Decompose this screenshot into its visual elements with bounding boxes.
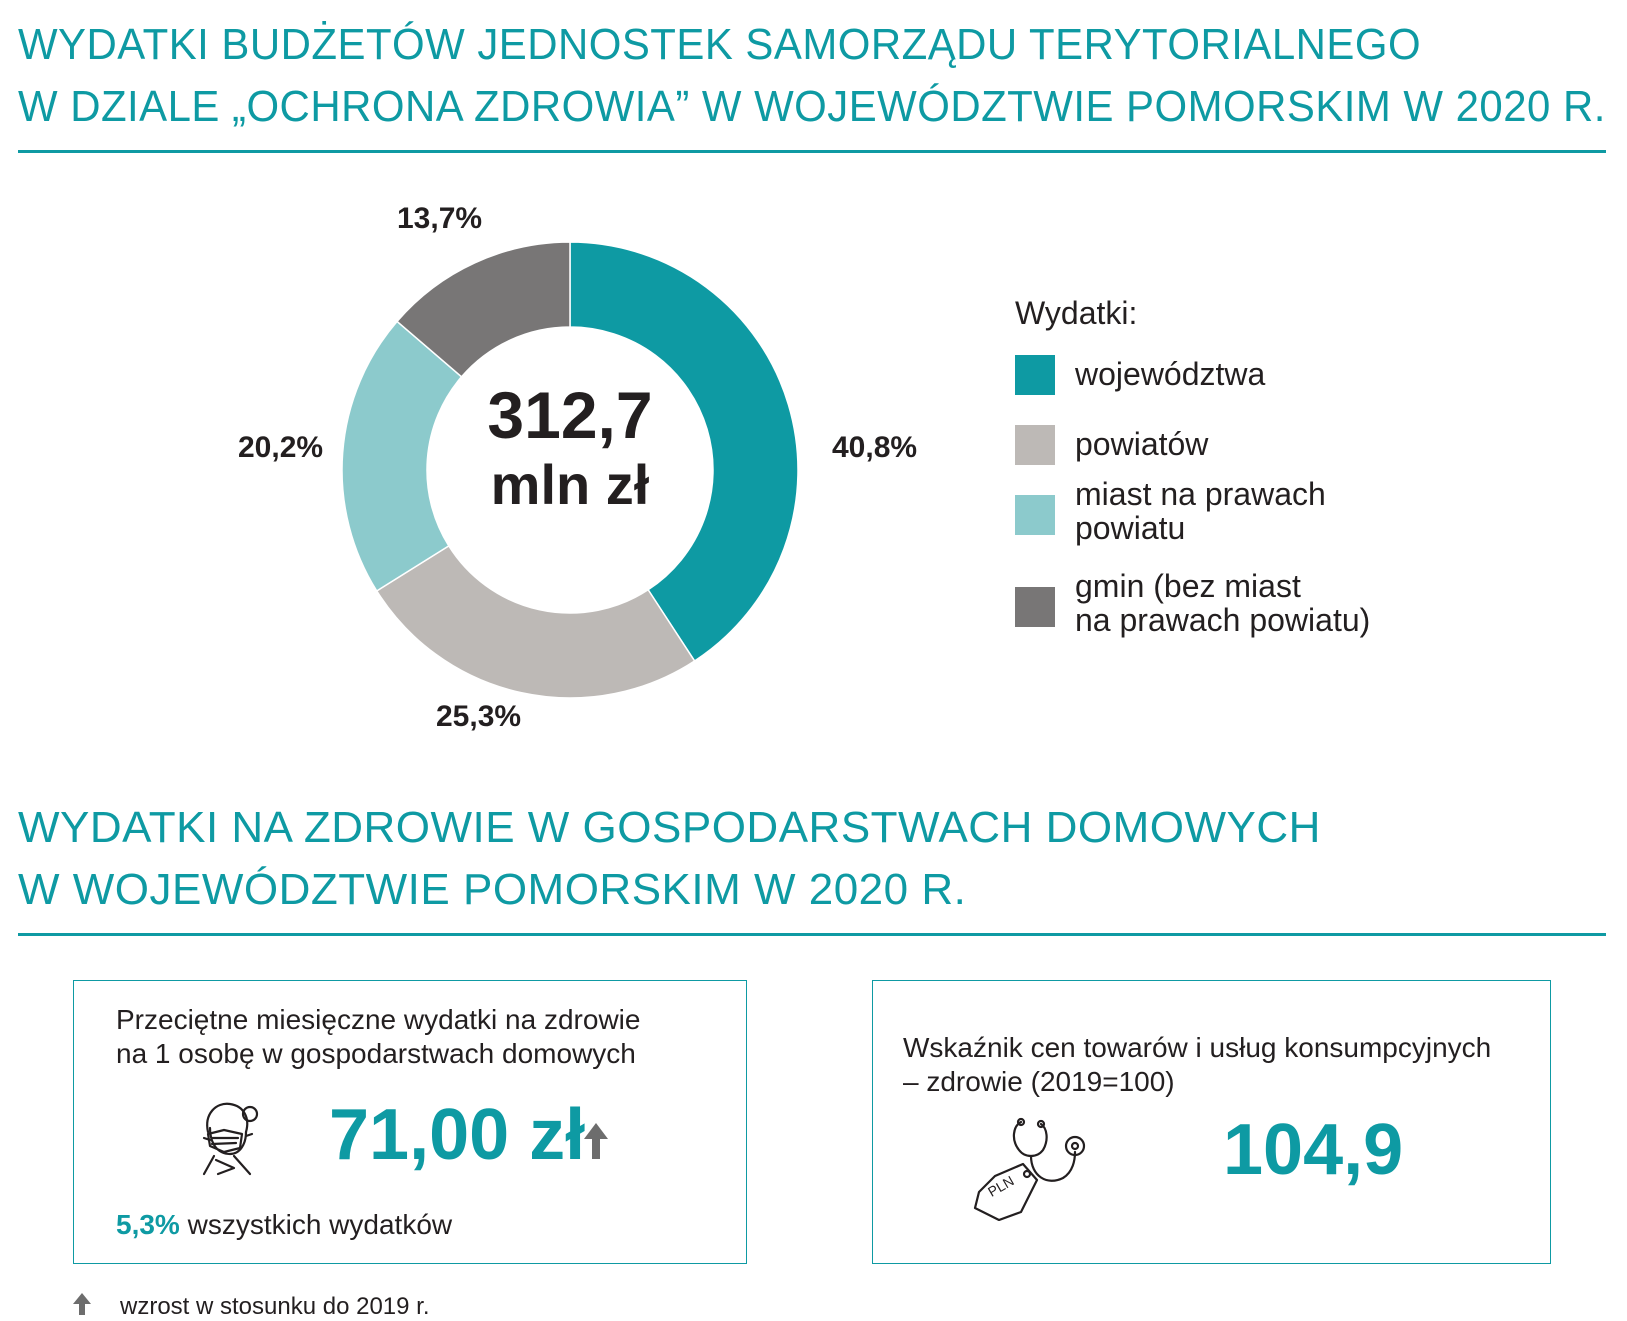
health-spending-share (116, 1209, 452, 1241)
legend-swatch-gminy (1015, 587, 1055, 627)
price-index-value: 104,9 (1223, 1110, 1404, 1190)
slice-label-powiaty: 25,3% (436, 700, 522, 733)
section1-title (18, 14, 1606, 138)
donut-slice-powiaty (377, 546, 695, 698)
total-value: 312,7 (487, 378, 653, 452)
section2-divider (18, 933, 1606, 936)
price-tag-text: PLN (985, 1172, 1017, 1200)
legend-label-gminy-line2: na prawach powiatu) (1075, 602, 1371, 638)
slice-label-miasta: 20,2% (238, 431, 324, 464)
legend-swatch-wojewodztwa (1015, 355, 1055, 395)
legend-label-gminy (1075, 569, 1370, 637)
legend-label-miasta (1075, 477, 1326, 545)
health-spending-value: 71,00 zł (329, 1095, 586, 1175)
section1-title-line2: W DZIALE „OCHRONA ZDROWIA” W WOJEWÓDZTWIE POMORSKIM W 2020 R. (18, 82, 1606, 131)
legend-label-powiaty: powiatów (1075, 426, 1209, 462)
price-index-desc (903, 1031, 1491, 1099)
legend-label-gminy-line1: gmin (bez miast (1075, 568, 1301, 604)
total-unit: mln zł (490, 453, 650, 516)
legend-swatch-powiaty (1015, 425, 1055, 465)
health-spending-desc-line1: Przeciętne miesięczne wydatki na zdrowie (116, 1004, 641, 1035)
price-index-desc-line2: – zdrowie (2019=100) (903, 1066, 1175, 1097)
section2-title-line1: WYDATKI NA ZDROWIE W GOSPODARSTWACH DOMOWYCH (18, 803, 1321, 852)
slice-label-gminy: 13,7% (397, 202, 483, 235)
price-index-desc-line1: Wskaźnik cen towarów i usług konsumpcyjnych (903, 1032, 1492, 1063)
health-spending-card (73, 980, 747, 1264)
masked-person-icon (194, 1096, 264, 1176)
price-index-card (872, 980, 1551, 1264)
legend-label-wojewodztwa: województwa (1075, 356, 1266, 392)
donut-center-total (420, 380, 720, 520)
legend-label-miasta-line2: powiatu (1075, 510, 1186, 546)
section1-title-line1: WYDATKI BUDŻETÓW JEDNOSTEK SAMORZĄDU TERYTORIALNEGO (18, 20, 1422, 69)
section2-title (18, 797, 1321, 921)
legend-label-miasta-line1: miast na prawach (1075, 476, 1326, 512)
increase-arrow-icon (582, 1121, 610, 1161)
footnote-text: wzrost w stosunku do 2019 r. (120, 1293, 430, 1320)
stethoscope-price-tag-icon (971, 1116, 1101, 1221)
share-text: wszystkich wydatków (187, 1209, 453, 1240)
legend-swatch-miasta (1015, 495, 1055, 535)
health-spending-desc-line2: na 1 osobę w gospodarstwach domowych (116, 1038, 636, 1069)
footnote-arrow-icon (72, 1292, 92, 1316)
slice-label-wojewodztwa: 40,8% (832, 431, 918, 464)
share-percent: 5,3% (116, 1209, 180, 1240)
section2-title-line2: W WOJEWÓDZTWIE POMORSKIM W 2020 R. (18, 865, 967, 914)
health-spending-desc (116, 1003, 640, 1071)
section1-divider (18, 150, 1606, 153)
legend-title: Wydatki: (1015, 295, 1138, 331)
